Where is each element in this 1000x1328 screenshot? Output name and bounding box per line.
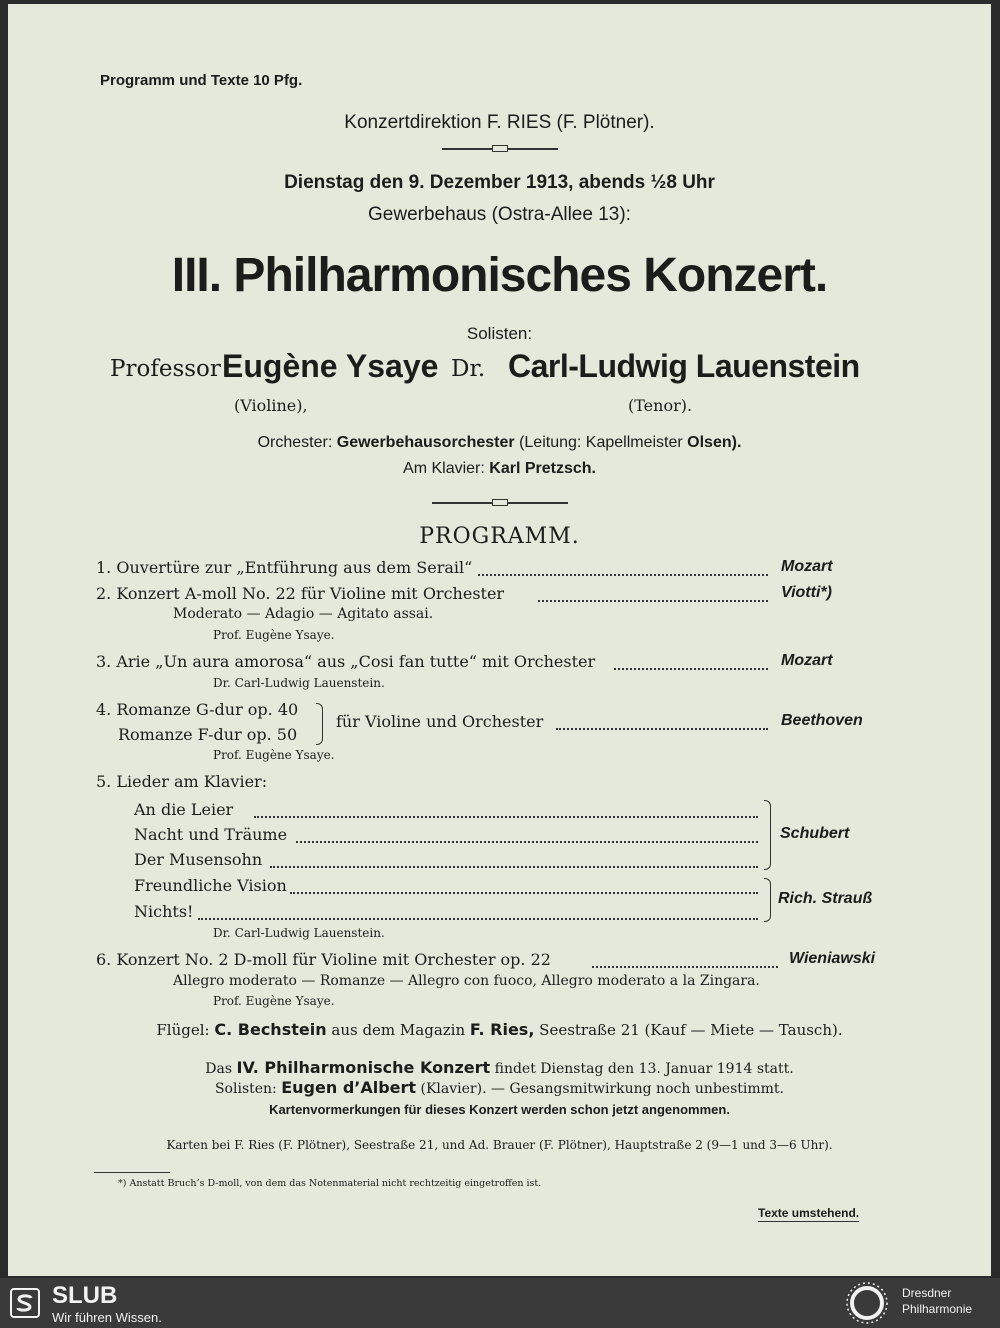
composer-mozart: Mozart [781, 652, 833, 669]
price-note: Programm und Texte 10 Pfg. [100, 72, 303, 89]
item-3-performer: Dr. Carl-Ludwig Lauenstein. [213, 676, 385, 690]
composer-wieniawski: Wieniawski [789, 950, 876, 967]
next-soloists-label: Solisten: [214, 1081, 277, 1097]
programme-item-3: 3. Arie „Un aura amorosa“ aus „Cosi fan tutte“ mit Orchester [96, 652, 596, 671]
item-2-movements: Moderato — Adagio — Agitato assai. [173, 606, 434, 622]
item-4-accompaniment: für Violine und Orchester [336, 712, 544, 731]
leader-dots [254, 816, 758, 818]
piano-rest: Seestraße 21 (Kauf — Miete — Tausch). [539, 1021, 843, 1039]
brace-icon [764, 878, 771, 922]
piano-maker-line [8, 1020, 991, 1039]
programme-heading: PROGRAMM. [419, 524, 580, 549]
song-1: An die Leier [134, 800, 234, 819]
philharmonie-logo-icon [842, 1280, 892, 1326]
soloist-2-prefix: Dr. [451, 356, 486, 382]
brace-icon [764, 800, 771, 870]
piano-brand: C. Bechstein [214, 1020, 327, 1039]
composer-schubert: Schubert [780, 825, 850, 842]
leader-dots [290, 892, 758, 894]
ornament-center [492, 145, 508, 152]
leader-dots [270, 866, 758, 868]
next-concert-rest: findet Dienstag den 13. Januar 1914 statt. [494, 1061, 794, 1077]
item-6-performer: Prof. Eugène Ysaye. [213, 994, 335, 1008]
programme-item-4b: Romanze F-dur op. 50 [118, 725, 298, 744]
next-soloists-line [8, 1078, 991, 1097]
piano-shop: F. Ries, [469, 1020, 535, 1039]
pianist-name: Karl Pretzsch. [489, 460, 596, 477]
pianist-label: Am Klavier: [403, 460, 485, 477]
soloist-1-name: Eugène Ysaye [222, 348, 439, 384]
footer-bar [0, 1278, 1000, 1328]
concert-title: III. Philharmonisches Konzert. [171, 249, 828, 302]
footnote: *) Anstatt Bruch’s D-moll, von dem das Notenmaterial nicht rechtzeitig eingetroffen ist. [118, 1178, 542, 1189]
slub-name: SLUB [52, 1282, 118, 1309]
song-2: Nacht und Träume [134, 825, 288, 844]
philharmonie-line1: Dresdner [902, 1286, 952, 1300]
leader-dots [614, 668, 768, 670]
orchestra-conductor: Olsen). [687, 434, 742, 451]
programme-item-2: 2. Konzert A-moll No. 22 für Violine mit Orchester [96, 584, 505, 603]
song-4: Freundliche Vision [134, 876, 287, 895]
next-concert-title: IV. Philharmonische Konzert [236, 1058, 491, 1077]
programme-item-6: 6. Konzert No. 2 D-moll für Violine mit Orchester op. 22 [96, 950, 551, 969]
item-6-movements: Allegro moderato — Romanze — Allegro con fuoco, Allegro moderato a la Zingara. [173, 973, 760, 989]
concert-venue: Gewerbehaus (Ostra-Allee 13): [368, 204, 631, 225]
leader-dots [198, 918, 758, 920]
orchestra-name: Gewerbehausorchester [336, 434, 515, 451]
soloist-2-role: (Tenor). [628, 396, 693, 415]
item-4-performer: Prof. Eugène Ysaye. [213, 748, 335, 762]
brace-icon [316, 703, 323, 745]
programme-item-5: 5. Lieder am Klavier: [96, 772, 268, 791]
ornament-center [492, 499, 508, 506]
song-3: Der Musensohn [134, 850, 263, 869]
leader-dots [592, 966, 778, 968]
philharmonie-line2: Philharmonie [902, 1302, 973, 1316]
soloist-1-role: (Violine), [234, 396, 308, 415]
orchestra-line [8, 434, 991, 452]
pianist-line [8, 460, 991, 478]
item-2-performer: Prof. Eugène Ysaye. [213, 628, 335, 642]
slub-logo-icon [10, 1288, 40, 1318]
slub-tagline: Wir führen Wissen. [52, 1310, 162, 1325]
concert-date: Dienstag den 9. Dezember 1913, abends ½8 Uhr [284, 172, 715, 193]
leader-dots [538, 600, 768, 602]
concert-direction: Konzertdirektion F. RIES (F. Plötner). [344, 112, 655, 133]
texte-umstehend: Texte umstehend. [758, 1206, 860, 1220]
next-soloist-name: Eugen d’Albert [281, 1078, 417, 1097]
next-soloists-rest: (Klavier). — Gesangsmitwirkung noch unbestimmt. [420, 1081, 785, 1097]
composer-mozart: Mozart [781, 558, 833, 575]
piano-label: Flügel: [156, 1021, 210, 1039]
item-5-performer: Dr. Carl-Ludwig Lauenstein. [213, 926, 385, 940]
orchestra-label: Orchester: [257, 434, 333, 451]
concert-programme-sheet [8, 4, 991, 1276]
composer-beethoven: Beethoven [781, 712, 863, 729]
next-concert-line [8, 1058, 991, 1077]
programme-item-1: 1. Ouvertüre zur „Entführung aus dem Serail“ [96, 558, 473, 577]
orchestra-lead: (Leitung: Kapellmeister [519, 434, 683, 451]
song-5: Nichts! [134, 902, 194, 921]
composer-strauss: Rich. Strauß [778, 890, 873, 907]
leader-dots [556, 728, 768, 730]
soloist-1-prefix: Professor [110, 356, 221, 382]
footnote-rule [94, 1172, 170, 1173]
ticket-info: Karten bei F. Ries (F. Plötner), Seestraße 21, und Ad. Brauer (F. Plötner), Hauptstraße 2 (9—1 und 3—6 Uhr). [166, 1138, 833, 1152]
composer-viotti: Viotti*) [781, 584, 832, 601]
programme-item-4a: 4. Romanze G-dur op. 40 [96, 700, 299, 719]
soloist-2-name: Carl-Ludwig Lauenstein [508, 348, 860, 384]
leader-dots [478, 574, 768, 576]
reservations-note: Kartenvormerkungen für dieses Konzert werden schon jetzt angenommen. [269, 1102, 730, 1117]
next-das: Das [205, 1061, 233, 1077]
piano-middle: aus dem Magazin [331, 1021, 466, 1039]
soloists-label: Solisten: [466, 324, 533, 343]
leader-dots [296, 841, 758, 843]
